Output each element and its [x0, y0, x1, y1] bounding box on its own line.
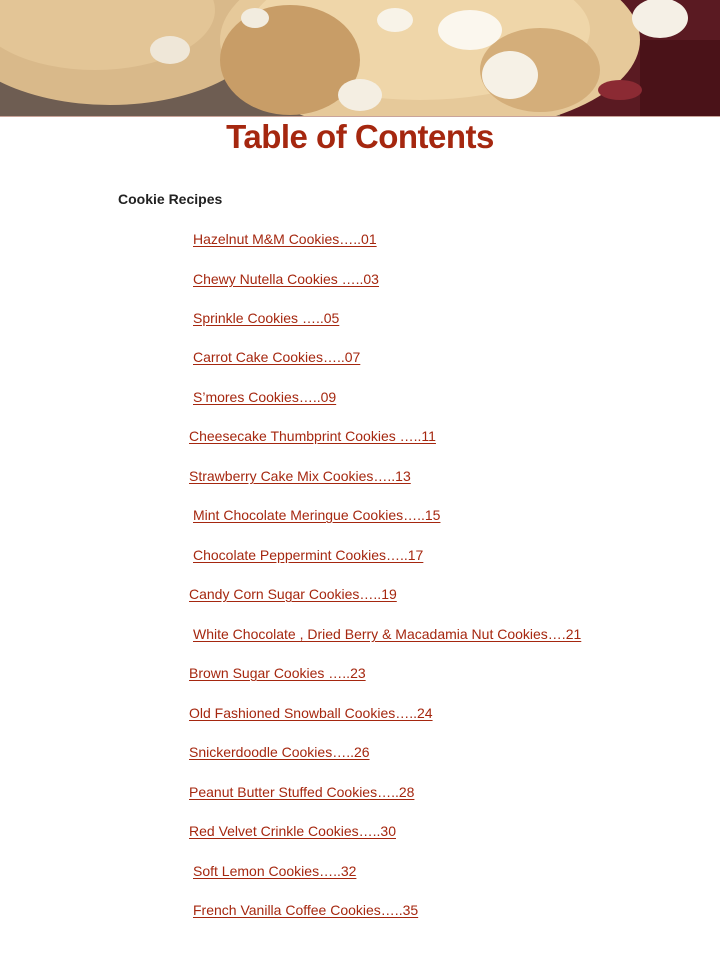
toc-link-old-fashioned-snowball-cookies[interactable]: Old Fashioned Snowball Cookies…..24	[189, 705, 433, 721]
page-title: Table of Contents	[226, 118, 494, 155]
section-heading: Cookie Recipes	[118, 191, 223, 207]
toc-link-soft-lemon-cookies[interactable]: Soft Lemon Cookies…..32	[193, 863, 357, 879]
toc-link-strawberry-cake-mix-cookies[interactable]: Strawberry Cake Mix Cookies…..13	[189, 468, 411, 484]
toc-link-red-velvet-crinkle-cookies[interactable]: Red Velvet Crinkle Cookies…..30	[189, 823, 396, 839]
toc-link-white-chocolate-macadamia-cookies[interactable]: White Chocolate , Dried Berry & Macadamia Nut Cookies….21	[193, 626, 582, 642]
toc-link-french-vanilla-coffee-cookies[interactable]: French Vanilla Coffee Cookies…..35	[193, 902, 419, 918]
toc-link-chewy-nutella-cookies[interactable]: Chewy Nutella Cookies …..03	[193, 271, 379, 287]
toc-link-sprinkle-cookies[interactable]: Sprinkle Cookies …..05	[193, 310, 340, 326]
toc-link-smores-cookies[interactable]: S’mores Cookies…..09	[193, 389, 337, 405]
toc-link-snickerdoodle-cookies[interactable]: Snickerdoodle Cookies…..26	[189, 744, 370, 760]
toc-link-brown-sugar-cookies[interactable]: Brown Sugar Cookies …..23	[189, 665, 366, 681]
toc-link-hazelnut-mm-cookies[interactable]: Hazelnut M&M Cookies…..01	[193, 231, 377, 247]
toc-link-candy-corn-sugar-cookies[interactable]: Candy Corn Sugar Cookies…..19	[189, 586, 397, 602]
toc-link-carrot-cake-cookies[interactable]: Carrot Cake Cookies…..07	[193, 349, 361, 365]
toc-link-mint-chocolate-meringue-cookies[interactable]: Mint Chocolate Meringue Cookies…..15	[193, 507, 441, 523]
toc-link-peanut-butter-stuffed-cookies[interactable]: Peanut Butter Stuffed Cookies…..28	[189, 784, 415, 800]
toc-link-cheesecake-thumbprint-cookies[interactable]: Cheesecake Thumbprint Cookies …..11	[189, 428, 436, 444]
toc-link-chocolate-peppermint-cookies[interactable]: Chocolate Peppermint Cookies…..17	[193, 547, 424, 563]
